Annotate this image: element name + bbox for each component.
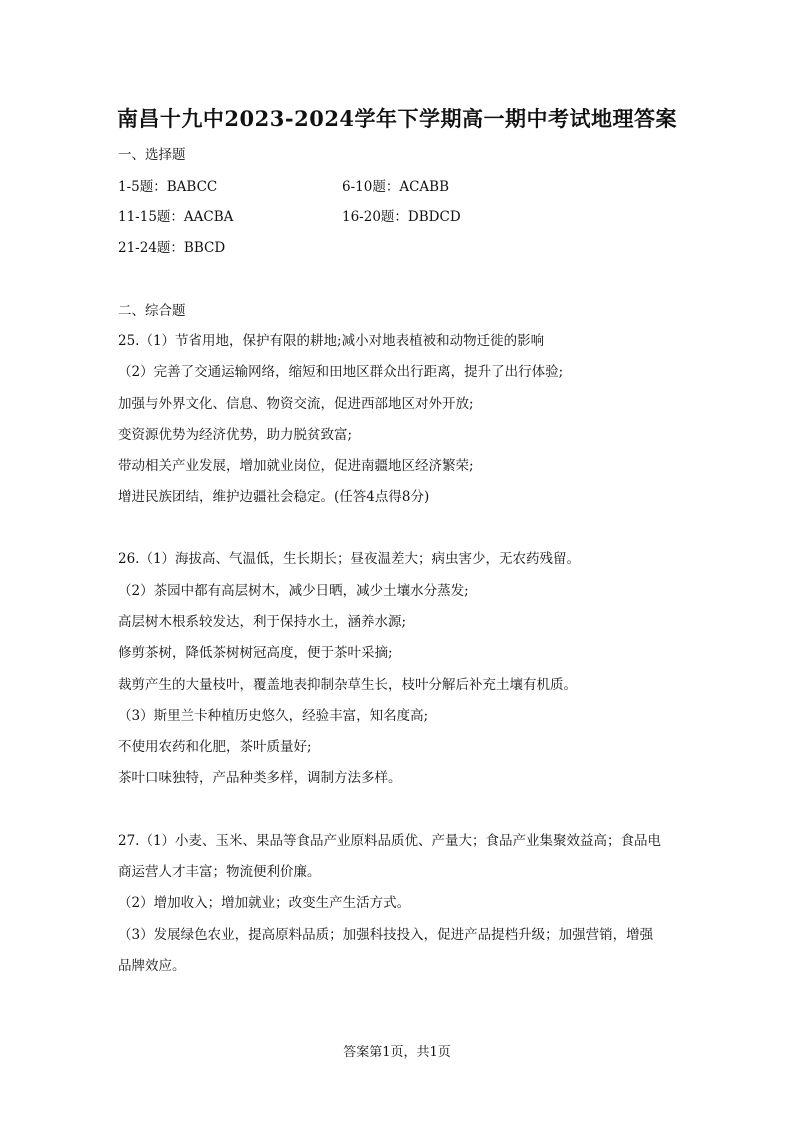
answer-line-1-5: 1-5题：BABCC bbox=[118, 179, 218, 195]
q25-line: 增进民族团结，维护边疆社会稳定。(任答4点得8分) bbox=[118, 489, 430, 505]
page-footer: 答案第1页，共1页 bbox=[343, 1045, 451, 1060]
q26-line: （3）斯里兰卡种植历史悠久，经验丰富，知名度高; bbox=[118, 708, 429, 724]
q26-line: 不使用农药和化肥，茶叶质量好; bbox=[118, 739, 312, 755]
q27-line: （3）发展绿色农业，提高原料品质；加强科技投入，促进产品提档升级；加强营销，增强 bbox=[118, 927, 654, 943]
q27-line: 品牌效应。 bbox=[118, 958, 186, 974]
q26-line: 高层树木根系较发达，利于保持水土，涵养水源; bbox=[118, 614, 407, 630]
page-title: 南昌十九中2023-2024学年下学期高一期中考试地理答案 bbox=[116, 106, 678, 131]
q26-line: 茶叶口味独特，产品种类多样，调制方法多样。 bbox=[118, 770, 402, 786]
q26-line: 裁剪产生的大量枝叶，覆盖地表抑制杂草生长，枝叶分解后补充土壤有机质。 bbox=[118, 677, 577, 693]
q25-line: 变资源优势为经济优势，助力脱贫致富; bbox=[118, 427, 353, 443]
q27-line: 27.（1）小麦、玉米、果品等食品产业原料品质优、产量大；食品产业集聚效益高；食品电 bbox=[118, 833, 662, 849]
q26-line: （2）茶园中都有高层树木，减少日晒，减少土壤水分蒸发; bbox=[118, 583, 469, 599]
q26-line: 修剪茶树，降低茶树树冠高度，便于茶叶采摘; bbox=[118, 645, 393, 661]
answer-line-16-20: 16-20题：DBDCD bbox=[342, 209, 461, 225]
q27-line: （2）增加收入；增加就业；改变生产生活方式。 bbox=[118, 895, 411, 911]
answer-line-21-24: 21-24题：BBCD bbox=[118, 240, 226, 256]
q25-line: 加强与外界文化、信息、物资交流，促进西部地区对外开放; bbox=[118, 396, 474, 412]
q25-line: 25.（1）节省用地，保护有限的耕地;减小对地表植被和动物迁徙的影响 bbox=[118, 333, 545, 349]
answer-line-6-10: 6-10题：ACABB bbox=[342, 179, 449, 195]
q26-line: 26.（1）海拔高、气温低，生长期长；昼夜温差大；病虫害少，无农药残留。 bbox=[118, 551, 581, 567]
q25-line: （2）完善了交通运输网络，缩短和田地区群众出行距离，提升了出行体验; bbox=[118, 364, 564, 380]
answer-line-11-15: 11-15题：AACBA bbox=[118, 209, 234, 225]
q25-line: 带动相关产业发展，增加就业岗位，促进南疆地区经济繁荣; bbox=[118, 458, 474, 474]
section-heading-choice: 一、选择题 bbox=[118, 147, 186, 163]
q27-line: 商运营人才丰富；物流便利价廉。 bbox=[118, 864, 321, 880]
section-heading-comprehensive: 二、综合题 bbox=[118, 303, 186, 319]
